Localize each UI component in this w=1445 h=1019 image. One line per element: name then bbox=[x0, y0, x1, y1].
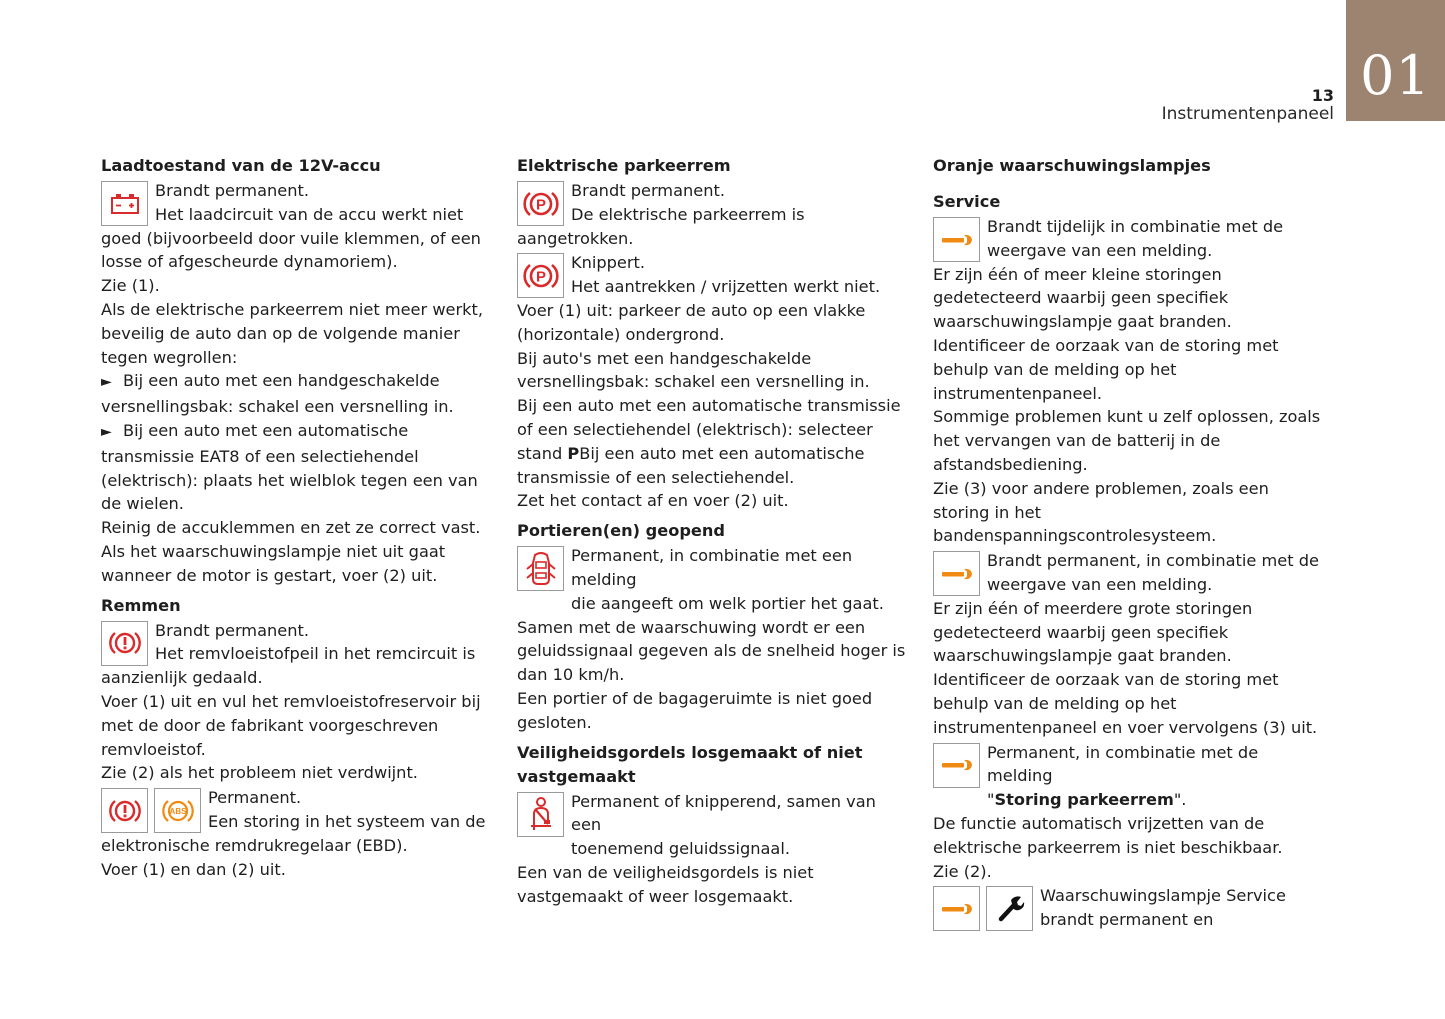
parking-p1: Voer (1) uit: parkeer de auto op een vlakke (horizontale) ondergrond. bbox=[517, 300, 866, 344]
parking-line-1: Brandt permanent. bbox=[571, 181, 725, 200]
service-c-line-1: Permanent, in combinatie met de melding bbox=[987, 742, 1259, 786]
quote-open: " bbox=[987, 790, 995, 810]
abs-label: ABS bbox=[169, 806, 186, 816]
quote-close: ". bbox=[1173, 790, 1187, 810]
parking-brake-icon bbox=[517, 181, 564, 226]
service-d-line-1: Waarschuwingslampje Service bbox=[1040, 886, 1286, 906]
parking-p3-rest: Bij een auto met een automatische transmissie of een selectiehendel. bbox=[517, 443, 865, 487]
parking-brake-icon bbox=[517, 253, 564, 298]
message-storing-parkeerrem: Storing parkeerrem bbox=[994, 790, 1174, 810]
service-row-b bbox=[933, 549, 1325, 597]
service-b-line-2: weergave van een melding. bbox=[987, 574, 1213, 594]
brakes-p1: Voer (1) uit en vul het remvloeistofreservoir bij met de door de fabrikant voorgeschreven remvloeistof. bbox=[101, 691, 481, 759]
ebd-warning-row bbox=[101, 786, 493, 834]
doors-line-1: Permanent, in combinatie met een melding bbox=[571, 546, 853, 589]
doors-p2: Een portier of de bagageruimte is niet goed gesloten. bbox=[517, 688, 873, 732]
chapter-number: 01 bbox=[1360, 44, 1431, 107]
service-b-p1: Er zijn één of meerdere grote storingen gedetecteerd waarbij geen specifiek waarschuwingslampje gaat branden. bbox=[933, 598, 1253, 666]
parking-p3-bold: P bbox=[567, 443, 580, 463]
seatbelts-heading: Veiligheidsgordels losgemaakt of niet vastgemaakt bbox=[517, 742, 863, 786]
parking-line-3: Knippert. bbox=[571, 253, 646, 273]
battery-heading: Laadtoestand van de 12V-accu bbox=[101, 156, 381, 175]
parking-brake-row-1 bbox=[517, 179, 909, 227]
parking-letter: P bbox=[535, 268, 546, 286]
battery-line-1: Brandt permanent. bbox=[155, 181, 309, 200]
parking-p3 bbox=[517, 394, 909, 489]
service-row-a bbox=[933, 215, 1325, 263]
doors-line-2: die aangeeft om welk portier het gaat. bbox=[571, 593, 884, 613]
column-2 bbox=[517, 154, 909, 909]
wrench-icon bbox=[986, 886, 1033, 931]
brakes-line-2: Het remvloeistofpeil in het remcircuit is bbox=[155, 644, 476, 664]
brakes-p3: Voer (1) en dan (2) uit. bbox=[101, 859, 286, 879]
seatbelt-icon bbox=[517, 792, 564, 837]
service-a-p2: Identificeer de oorzaak van de storing met behulp van de melding op het instrumentenpaneel. bbox=[933, 335, 1279, 403]
service-row-c bbox=[933, 741, 1325, 812]
column-1 bbox=[101, 154, 493, 881]
page-number: 13 bbox=[1311, 86, 1334, 105]
parking-brake-row-2 bbox=[517, 251, 909, 299]
brakes-line-1: Brandt permanent. bbox=[155, 620, 309, 640]
battery-icon bbox=[101, 181, 148, 226]
service-a-line-2: weergave van een melding. bbox=[987, 240, 1213, 260]
seatbelts-line-2: toenemend geluidssignaal. bbox=[571, 839, 790, 859]
service-a-line-1: Brandt tijdelijk in combinatie met de bbox=[987, 217, 1284, 236]
section-title: Instrumentenpaneel bbox=[1161, 104, 1334, 124]
column-3 bbox=[933, 154, 1325, 932]
battery-line-2: Het laadcircuit van de accu werkt niet bbox=[155, 204, 464, 224]
brakes-cont: aanzienlijk gedaald. bbox=[101, 668, 263, 688]
parking-p4: Zet het contact af en voer (2) uit. bbox=[517, 491, 789, 511]
ebd-line-1: Permanent. bbox=[208, 788, 302, 808]
seatbelts-row bbox=[517, 790, 909, 861]
battery-bullet-2 bbox=[101, 419, 493, 516]
battery-p2: Als de elektrische parkeerrem niet meer werkt, beveilig de auto dan op de volgende manier tegen wegrollen: bbox=[101, 299, 484, 367]
battery-p3: Reinig de accuklemmen en zet ze correct vast. Als het waarschuwingslampje niet uit gaat wanneer de motor is gestart, voer (2) uit. bbox=[101, 518, 481, 585]
ebd-cont: elektronische remdrukregelaar (EBD). bbox=[101, 835, 408, 855]
service-b-line-1: Brandt permanent, in combinatie met de bbox=[987, 551, 1319, 571]
parking-line-2: De elektrische parkeerrem is bbox=[571, 204, 805, 224]
brakes-p2: Zie (2) als het probleem niet verdwijnt. bbox=[101, 763, 418, 783]
parking-brake-heading: Elektrische parkeerrem bbox=[517, 156, 731, 175]
ebd-line-2: Een storing in het systeem van de bbox=[208, 811, 486, 831]
seatbelts-p1: Een van de veiligheidsgordels is niet vastgemaakt of weer losgemaakt. bbox=[517, 862, 814, 906]
service-wrench-icon bbox=[933, 551, 980, 596]
battery-bullet-1 bbox=[101, 369, 493, 419]
service-c-line-2 bbox=[987, 788, 1325, 812]
doors-heading: Portieren(en) geopend bbox=[517, 521, 726, 541]
brakes-warning-row bbox=[101, 619, 493, 667]
service-wrench-icon bbox=[933, 217, 980, 262]
battery-p1: Zie (1). bbox=[101, 276, 160, 296]
service-row-d bbox=[933, 884, 1325, 932]
service-wrench-icon bbox=[933, 743, 980, 788]
bullet-text: Bij een auto met een automatische transmissie EAT8 of een selectiehendel (elektrisch): plaats het wielblok tegen een van de wielen. bbox=[101, 420, 478, 514]
bullet-marker: ► bbox=[101, 423, 112, 440]
parking-cont: aangetrokken. bbox=[517, 228, 634, 248]
service-a-p4: Zie (3) voor andere problemen, zoals een storing in het bandenspanningscontrolesysteem. bbox=[933, 478, 1269, 546]
service-heading: Service bbox=[933, 192, 1001, 211]
seatbelts-line-1: Permanent of knipperend, samen van een bbox=[571, 791, 876, 835]
parking-letter: P bbox=[535, 196, 546, 213]
service-b-p2: Identificeer de oorzaak van de storing met behulp van de melding op het instrumentenpaneel en voer vervolgens (3) uit. bbox=[933, 670, 1318, 737]
parking-p3-text: Bij een auto met een automatische transmissie of een selectiehendel (elektrisch): selecteer stand bbox=[517, 396, 901, 463]
service-a-p3: Sommige problemen kunt u zelf oplossen, zoals het vervangen van de batterij in de afstandsbediening. bbox=[933, 407, 1321, 474]
service-a-p1: Er zijn één of meer kleine storingen gedetecteerd waarbij geen specifiek waarschuwingslampje gaat branden. bbox=[933, 264, 1232, 332]
bullet-marker: ► bbox=[101, 374, 112, 391]
door-open-icon bbox=[517, 546, 564, 591]
brakes-heading: Remmen bbox=[101, 595, 181, 615]
battery-warning-row bbox=[101, 179, 493, 227]
service-c-p1: De functie automatisch vrijzetten van de elektrische parkeerrem is niet beschikbaar. bbox=[933, 813, 1283, 857]
orange-lamps-heading: Oranje waarschuwingslampjes bbox=[933, 156, 1211, 175]
service-c-p2: Zie (2). bbox=[933, 861, 992, 881]
battery-cont: goed (bijvoorbeeld door vuile klemmen, of een losse of afgescheurde dynamoriem). bbox=[101, 228, 481, 272]
service-wrench-icon bbox=[933, 886, 980, 931]
doors-row bbox=[517, 544, 909, 615]
service-d-line-2: brandt permanent en bbox=[1040, 910, 1214, 930]
brake-warning-icon bbox=[101, 621, 148, 666]
parking-line-4: Het aantrekken / vrijzetten werkt niet. bbox=[571, 277, 881, 297]
bullet-text: Bij een auto met een handgeschakelde versnellingsbak: schakel een versnelling in. bbox=[101, 371, 454, 417]
parking-p2: Bij auto's met een handgeschakelde versnellingsbak: schakel een versnelling in. bbox=[517, 348, 870, 392]
abs-icon bbox=[154, 788, 201, 833]
brake-warning-icon bbox=[101, 788, 148, 833]
chapter-tab bbox=[1346, 0, 1445, 121]
doors-p1: Samen met de waarschuwing wordt er een geluidssignaal gegeven als de snelheid hoger is dan 10 km/h. bbox=[517, 617, 906, 685]
